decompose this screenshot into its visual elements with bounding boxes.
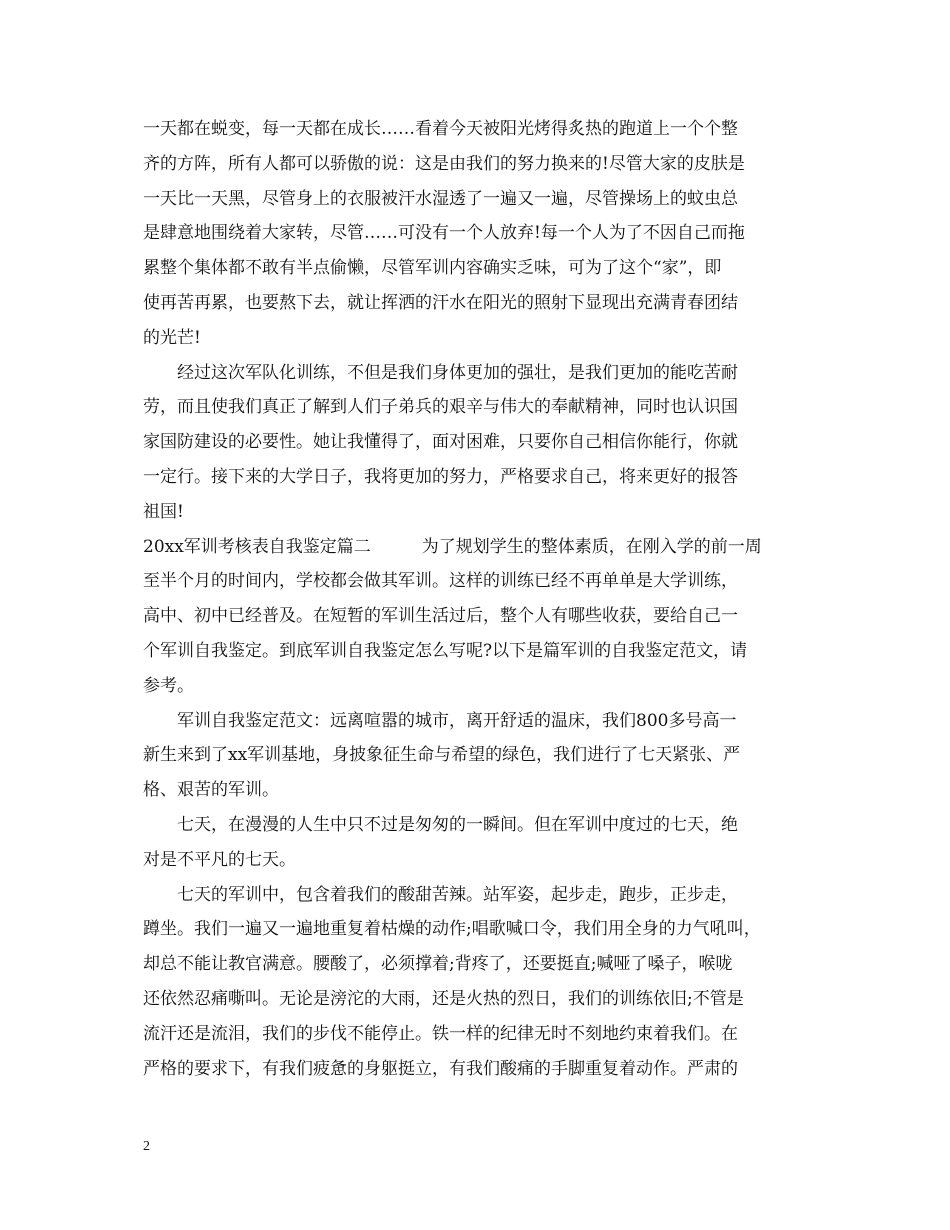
text-line: 家国防建设的必要性。她让我懂得了，面对困难，只要你自己相信你能行，你就 xyxy=(143,432,738,453)
text-line: 流汗还是流泪，我们的步伐不能停止。铁一样的纪律无时不刻地约束着我们。在 xyxy=(143,1023,738,1044)
text-line: 至半个月的时间内，学校都会做其军训。这样的训练已经不再单单是大学训练， xyxy=(143,571,738,592)
text-line: 使再苦再累，也要熬下去，就让挥洒的汗水在阳光的照射下显现出充满青春团结 xyxy=(143,292,738,313)
text-line: 20xx军训考核表自我鉴定篇二 为了规划学生的整体素质，在刚入学的前一周 xyxy=(143,536,762,557)
body-text xyxy=(143,112,813,1086)
text-line: 却总不能让教官满意。腰酸了，必须撑着;背疼了，还要挺直;喊哑了嗓子，喉咙 xyxy=(143,954,733,975)
text-line: 的光芒! xyxy=(143,327,201,348)
text-line: 蹲坐。我们一遍又一遍地重复着枯燥的动作;唱歌喊口令，我们用全身的力气吼叫， xyxy=(143,919,761,940)
text-line: 一天比一天黑，尽管身上的衣服被汗水湿透了一遍又一遍，尽管操场上的蚊虫总 xyxy=(143,188,738,209)
text-line: 祖国! xyxy=(143,501,184,522)
text-line: 一天都在蜕变，每一天都在成长……看着今天被阳光烤得炙热的跑道上一个个整 xyxy=(143,119,738,139)
text-line: 是肆意地围绕着大家转，尽管……可没有一个人放弃!每一个人为了不因自己而拖 xyxy=(143,223,745,244)
text-line: 七天的军训中，包含着我们的酸甜苦辣。站军姿，起步走，跑步，正步走， xyxy=(143,884,738,905)
text-line: 七天，在漫漫的人生中只不过是匆匆的一瞬间。但在军训中度过的七天，绝 xyxy=(143,814,738,835)
text-line: 齐的方阵，所有人都可以骄傲的说：这是由我们的努力换来的!尽管大家的皮肤是 xyxy=(143,153,745,174)
text-line: 格、艰苦的军训。 xyxy=(143,780,279,801)
text-line: 个军训自我鉴定。到底军训自我鉴定怎么写呢?以下是篇军训的自我鉴定范文，请 xyxy=(143,640,748,661)
text-line: 参考。 xyxy=(143,675,194,696)
page-number: 2 xyxy=(143,1139,150,1154)
text-line: 还依然忍痛嘶叫。无论是滂沱的大雨，还是火热的烈日，我们的训练依旧;不管是 xyxy=(143,988,744,1009)
text-line: 对是不平凡的七天。 xyxy=(143,849,296,870)
text-line: 一定行。接下来的大学日子，我将更加的努力，严格要求自己，将来更好的报答 xyxy=(143,466,738,487)
text-line: 军训自我鉴定范文：远离喧嚣的城市，离开舒适的温床，我们800多号高一 xyxy=(143,710,737,731)
text-line: 严格的要求下，有我们疲惫的身躯挺立，有我们酸痛的手脚重复着动作。严肃的 xyxy=(143,1058,738,1079)
text-line: 经过这次军队化训练，不但是我们身体更加的强壮，是我们更加的能吃苦耐 xyxy=(143,362,738,383)
text-line: 高中、初中已经普及。在短暂的军训生活过后，整个人有哪些收获，要给自己一 xyxy=(143,606,738,627)
text-line: 新生来到了xx军训基地，身披象征生命与希望的绿色，我们进行了七天紧张、严 xyxy=(143,745,741,766)
text-line: 劳，而且使我们真正了解到人们子弟兵的艰辛与伟大的奉献精神，同时也认识国 xyxy=(143,397,738,418)
text-line: 累整个集体都不敢有半点偷懒，尽管军训内容确实乏味，可为了这个“家”，即 xyxy=(143,258,722,279)
